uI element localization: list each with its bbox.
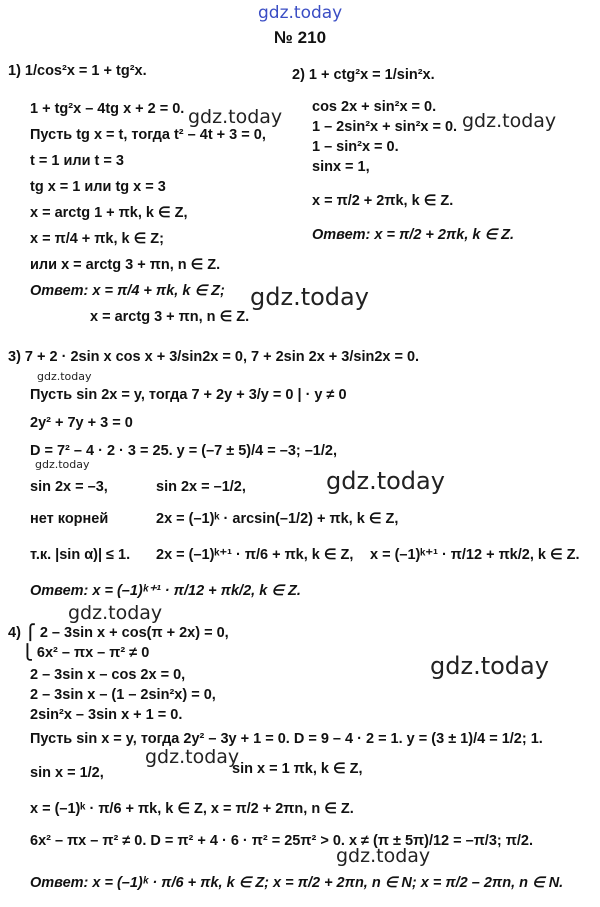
watermark: gdz.today [250, 283, 369, 311]
p2-line-5: sinx = 1, [312, 159, 370, 175]
p4-line-6: Пусть sin x = y, тогда 2y² – 3y + 1 = 0. D = 9 – 4 · 2 = 1. y = (3 ± 1)/4 = 1/2; 1. [30, 731, 543, 747]
watermark: gdz.today [430, 652, 549, 680]
p2-line-6: x = π/2 + 2πk, k ∈ Z. [312, 193, 454, 209]
p3-line-4: D = 7² – 4 · 2 · 3 = 25. y = (–7 ± 5)/4 = –3; –1/2, [30, 443, 337, 459]
p1-line-4: t = 1 или t = 3 [30, 153, 124, 169]
p4-line-9: 6x² – πx – π² ≠ 0. D = π² + 4 · 6 · π² = 25π² > 0. x ≠ (π ± 5π)/12 = –π/3; π/2. [30, 833, 533, 849]
p3-line-1: 3) 7 + 2 · 2sin x cos x + 3/sin2x = 0, 7 + 2sin 2x + 3/sin2x = 0. [8, 349, 420, 365]
p4-line-1: 4) ⎧ 2 – 3sin x + cos(π + 2x) = 0, [8, 625, 229, 641]
p2-answer: Ответ: x = π/2 + 2πk, k ∈ Z. [312, 227, 515, 243]
p3-line-5: sin 2x = –3, [30, 479, 108, 495]
p2-line-1: 2) 1 + ctg²x = 1/sin²x. [292, 67, 435, 83]
p2-line-3: 1 – 2sin²x + sin²x = 0. [312, 119, 458, 135]
p3-line-2: Пусть sin 2x = y, тогда 7 + 2y + 3/y = 0 | · y ≠ 0 [30, 387, 347, 403]
p1-line-3: Пусть tg x = t, тогда t² – 4t + 3 = 0, [30, 127, 266, 143]
watermark: gdz.today [336, 845, 431, 867]
p4-line-5: 2sin²x – 3sin x + 1 = 0. [30, 707, 183, 723]
watermark: gdz.today [188, 106, 283, 128]
p3-line-7b: 2x = (–1)ᵏ⁺¹ · π/6 + πk, k ∈ Z, [156, 547, 354, 563]
p3-line-6: нет корней [30, 511, 109, 527]
p4-line-2: ⎩ 6x² – πx – π² ≠ 0 [22, 645, 150, 661]
p3-answer: Ответ: x = (–1)ᵏ⁺¹ · π/12 + πk/2, k ∈ Z. [30, 583, 301, 599]
p3-line-3: 2y² + 7y + 3 = 0 [30, 415, 133, 431]
p4-answer: Ответ: x = (–1)ᵏ · π/6 + πk, k ∈ Z; x = π/2 + 2πn, n ∈ N; x = π/2 – 2πn, n ∈ N. [30, 875, 564, 891]
watermark: gdz.today [68, 602, 163, 624]
p1-line-1: 1) 1/cos²x = 1 + tg²x. [8, 63, 147, 79]
p1-line-5: tg x = 1 или tg x = 3 [30, 179, 166, 195]
p4-line-7b: sin x = 1 πk, k ∈ Z, [232, 761, 363, 777]
problem-title: № 210 [274, 28, 327, 47]
p1-answer-1: Ответ: x = π/4 + πk, k ∈ Z; [30, 283, 225, 299]
p2-line-2: cos 2x + sin²x = 0. [312, 99, 437, 115]
watermark: gdz.today [37, 370, 92, 383]
p3-line-7c: x = (–1)ᵏ⁺¹ · π/12 + πk/2, k ∈ Z. [370, 547, 580, 563]
p1-line-7: x = π/4 + πk, k ∈ Z; [30, 231, 164, 247]
p4-line-7: sin x = 1/2, [30, 765, 104, 781]
p3-line-7: т.к. |sin α)| ≤ 1. [30, 547, 131, 563]
p3-line-6b: 2x = (–1)ᵏ · arcsin(–1/2) + πk, k ∈ Z, [156, 511, 399, 527]
p1-line-6: x = arctg 1 + πk, k ∈ Z, [30, 205, 188, 221]
watermark-top: gdz.today [258, 3, 343, 23]
watermark: gdz.today [145, 746, 240, 768]
watermark: gdz.today [35, 458, 90, 471]
p4-line-8: x = (–1)ᵏ · π/6 + πk, k ∈ Z, x = π/2 + 2πn, n ∈ Z. [30, 801, 354, 817]
p3-line-5b: sin 2x = –1/2, [156, 479, 246, 495]
p2-line-4: 1 – sin²x = 0. [312, 139, 399, 155]
p1-answer-2: x = arctg 3 + πn, n ∈ Z. [90, 309, 250, 325]
p1-line-8: или x = arctg 3 + πn, n ∈ Z. [30, 257, 221, 273]
p4-line-4: 2 – 3sin x – (1 – 2sin²x) = 0, [30, 687, 216, 703]
watermark: gdz.today [326, 467, 445, 495]
p4-line-3: 2 – 3sin x – cos 2x = 0, [30, 667, 186, 683]
p1-line-2: 1 + tg²x – 4tg x + 2 = 0. [30, 101, 185, 117]
watermark: gdz.today [462, 110, 557, 132]
